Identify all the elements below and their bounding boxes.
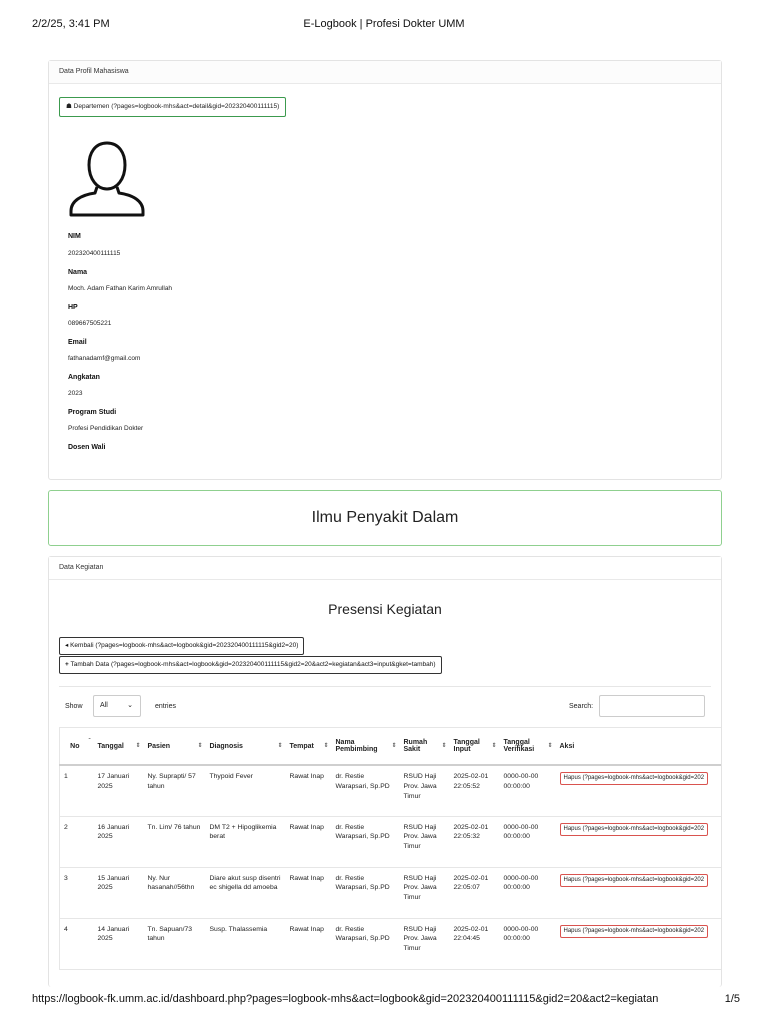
hp-value: 089667505221 <box>68 320 112 327</box>
delete-button[interactable]: Hapus (?pages=logbook-mhs&act=logbook&gid=202 <box>560 823 709 836</box>
col-header-tempat[interactable]: Tempat ⇕ <box>286 728 332 766</box>
cell-tanggal-verifikasi: 0000-00-00 00:00:00 <box>500 765 556 816</box>
dosen-wali-label: Dosen Wali <box>68 444 106 451</box>
department-button[interactable] <box>59 97 286 117</box>
chevron-down-icon: ⌄ <box>127 702 133 709</box>
search-input[interactable] <box>599 695 705 717</box>
cell-tanggal-input: 2025-02-01 22:05:07 <box>450 867 500 918</box>
email-value: fathanadamf@gmail.com <box>68 355 141 362</box>
cell-pasien: Tn. Sapuan/73 tahun <box>144 918 206 969</box>
cell-pasien: Tn. Lim/ 76 tahun <box>144 816 206 867</box>
table-row <box>60 816 722 867</box>
table-row <box>60 918 722 969</box>
sort-icon: ⇕ <box>323 743 329 749</box>
table-header-row <box>60 728 722 766</box>
back-button-label: Kembali (?pages=logbook-mhs&act=logbook&gid=202320400111115&gid2=20) <box>70 642 299 649</box>
cell-tanggal: 17 Januari 2025 <box>94 765 144 816</box>
activity-title: Presensi Kegiatan <box>328 601 442 617</box>
sort-icon: ⇕ <box>135 743 141 749</box>
nama-value: Moch. Adam Fathan Karim Amrullah <box>68 285 173 292</box>
cell-pembimbing: dr. Restie Warapsari, Sp.PD <box>332 867 400 918</box>
cell-tempat: Rawat Inap <box>286 816 332 867</box>
sort-icon: ⇕ <box>277 743 283 749</box>
cell-diagnosis: Susp. Thalassemia <box>206 918 286 969</box>
prodi-label: Program Studi <box>68 409 117 416</box>
cell-rumah-sakit: RSUD Haji Prov. Jawa Timur <box>400 867 450 918</box>
cell-diagnosis: DM T2 + Hipoglikemia berat <box>206 816 286 867</box>
print-datetime: 2/2/25, 3:41 PM <box>32 18 110 30</box>
cell-tempat: Rawat Inap <box>286 918 332 969</box>
search-label: Search: <box>569 703 594 710</box>
activity-table <box>59 727 721 970</box>
hp-label: HP <box>68 304 78 311</box>
col-header-aksi: Aksi <box>556 728 722 766</box>
delete-button[interactable]: Hapus (?pages=logbook-mhs&act=logbook&gid=202 <box>560 874 709 887</box>
cell-diagnosis: Diare akut susp disentri ec shigella dd amoeba <box>206 867 286 918</box>
cell-aksi <box>556 918 722 969</box>
table-row <box>60 867 722 918</box>
print-page-number: 1/5 <box>724 993 740 1005</box>
entries-label: entries <box>155 703 177 710</box>
col-header-tanggal-verifikasi[interactable]: Tanggal Verifikasi ⇕ <box>500 728 556 766</box>
department-title: Ilmu Penyakit Dalam <box>311 509 459 526</box>
activity-panel <box>48 556 722 987</box>
cell-aksi <box>556 765 722 816</box>
cell-no: 2 <box>60 816 94 867</box>
entries-select[interactable] <box>93 695 141 717</box>
profile-panel <box>48 60 722 480</box>
entries-select-value: All <box>100 702 108 709</box>
cell-no: 4 <box>60 918 94 969</box>
cell-tanggal: 15 Januari 2025 <box>94 867 144 918</box>
cell-no: 3 <box>60 867 94 918</box>
cell-pasien: Ny. Suprapti/ 57 tahun <box>144 765 206 816</box>
sort-icon: ⇕ <box>197 743 203 749</box>
print-header <box>0 18 768 34</box>
cell-rumah-sakit: RSUD Haji Prov. Jawa Timur <box>400 765 450 816</box>
cell-no: 1 <box>60 765 94 816</box>
nim-value: 202320400111115 <box>68 250 121 257</box>
angkatan-value: 2023 <box>68 390 83 397</box>
plus-icon: + <box>65 661 69 668</box>
cell-aksi <box>556 816 722 867</box>
email-label: Email <box>68 339 87 346</box>
show-label: Show <box>65 703 83 710</box>
nama-label: Nama <box>68 269 88 276</box>
print-url: https://logbook-fk.umm.ac.id/dashboard.php?pages=logbook-mhs&act=logbook&gid=202320400111115&gid2=20&act2=kegiatan <box>32 993 659 1005</box>
cell-rumah-sakit: RSUD Haji Prov. Jawa Timur <box>400 816 450 867</box>
col-header-diagnosis[interactable]: Diagnosis ⇕ <box>206 728 286 766</box>
department-banner <box>48 490 722 546</box>
table-row <box>60 765 722 816</box>
col-header-pasien[interactable]: Pasien ⇕ <box>144 728 206 766</box>
cell-tempat: Rawat Inap <box>286 765 332 816</box>
cell-tanggal: 16 Januari 2025 <box>94 816 144 867</box>
table-wrapper <box>59 727 721 987</box>
cell-rumah-sakit: RSUD Haji Prov. Jawa Timur <box>400 918 450 969</box>
cell-tanggal-verifikasi: 0000-00-00 00:00:00 <box>500 918 556 969</box>
back-button[interactable] <box>59 637 304 655</box>
col-header-tanggal[interactable]: Tanggal ⇕ <box>94 728 144 766</box>
cell-tanggal-input: 2025-02-01 22:05:52 <box>450 765 500 816</box>
col-header-no[interactable]: No ˆ <box>60 728 94 766</box>
cell-pembimbing: dr. Restie Warapsari, Sp.PD <box>332 816 400 867</box>
col-header-tanggal-input[interactable]: Tanggal Input ⇕ <box>450 728 500 766</box>
col-header-pembimbing[interactable]: Nama Pembimbing ⇕ <box>332 728 400 766</box>
cell-tanggal-verifikasi: 0000-00-00 00:00:00 <box>500 816 556 867</box>
chevron-left-icon: ◂ <box>65 642 69 649</box>
home-icon: ☗ <box>66 103 72 110</box>
cell-tanggal-input: 2025-02-01 22:04:45 <box>450 918 500 969</box>
col-header-rumah-sakit[interactable]: Rumah Sakit ⇕ <box>400 728 450 766</box>
sort-icon: ⇕ <box>547 743 553 749</box>
department-button-label: Departemen (?pages=logbook-mhs&act=detail&gid=202320400111115) <box>73 103 280 110</box>
prodi-value: Profesi Pendidikan Dokter <box>68 425 144 432</box>
sort-icon: ⇕ <box>441 743 447 749</box>
print-page-title: E-Logbook | Profesi Dokter UMM <box>303 18 465 30</box>
sort-icon: ⇕ <box>391 743 397 749</box>
cell-pembimbing: dr. Restie Warapsari, Sp.PD <box>332 765 400 816</box>
cell-pembimbing: dr. Restie Warapsari, Sp.PD <box>332 918 400 969</box>
cell-tanggal-input: 2025-02-01 22:05:32 <box>450 816 500 867</box>
delete-button[interactable]: Hapus (?pages=logbook-mhs&act=logbook&gid=202 <box>560 925 709 938</box>
print-footer <box>0 993 768 1009</box>
divider <box>59 686 711 687</box>
cell-aksi <box>556 867 722 918</box>
cell-diagnosis: Thypoid Fever <box>206 765 286 816</box>
cell-tanggal: 14 Januari 2025 <box>94 918 144 969</box>
add-data-button[interactable] <box>59 656 442 674</box>
activity-heading: Data Kegiatan <box>49 557 721 580</box>
sort-icon: ⇕ <box>491 743 497 749</box>
profile-heading: Data Profil Mahasiswa <box>49 61 721 84</box>
cell-pasien: Ny. Nur hasanah//56thn <box>144 867 206 918</box>
delete-button[interactable]: Hapus (?pages=logbook-mhs&act=logbook&gid=202 <box>560 772 709 785</box>
cell-tanggal-verifikasi: 0000-00-00 00:00:00 <box>500 867 556 918</box>
angkatan-label: Angkatan <box>68 374 100 381</box>
nim-label: NIM <box>68 233 81 240</box>
sort-icon: ˆ <box>88 739 91 745</box>
cell-tempat: Rawat Inap <box>286 867 332 918</box>
add-button-label: Tambah Data (?pages=logbook-mhs&act=logbook&gid=202320400111115&gid2=20&act2=kegiatan&act3=input&gket=tambah) <box>70 661 436 668</box>
user-avatar-icon <box>67 135 147 219</box>
